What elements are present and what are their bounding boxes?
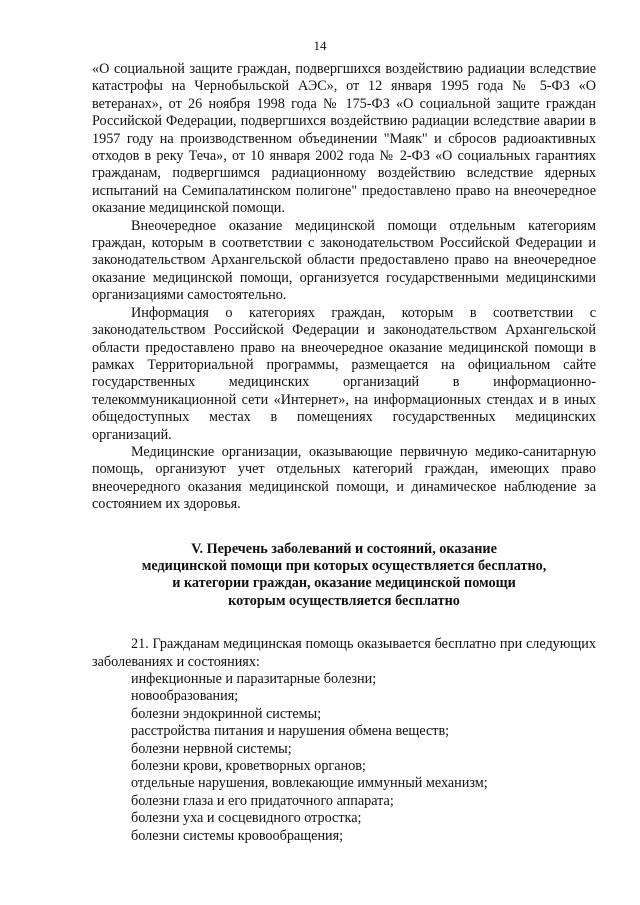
list-item: инфекционные и паразитарные болезни;	[131, 671, 377, 687]
section-heading-line: V. Перечень заболеваний и состояний, оказание	[191, 540, 497, 557]
section-heading-line: медицинской помощи при которых осуществляется бесплатно,	[141, 557, 547, 574]
paragraph-registration: Медицинские организации, оказывающие первичную медико-санитарную помощь, организуют учет отдельных категорий граждан, имеющих право внеочередного оказания медицинской помощи, и динамическое наблюдение за состоянием их здоровья.	[92, 443, 596, 513]
list-item: болезни крови, кроветворных органов;	[131, 758, 366, 775]
list-item: новообразования;	[131, 688, 239, 705]
list-item: болезни глаза и его придаточного аппарата;	[131, 792, 394, 809]
page-number: 14	[313, 38, 327, 53]
paragraph-21: 21. Гражданам медицинская помощь оказывается бесплатно при следующих заболеваниях и состояниях:	[92, 636, 596, 670]
section-heading	[92, 541, 596, 611]
list-item: болезни уха и сосцевидного отростка;	[131, 810, 362, 827]
list-item: болезни нервной системы;	[131, 740, 292, 757]
paragraph-veterans-law: «О социальной защите граждан, подвергшихся воздействию радиации вследствие катастрофы на Чернобыльской АЭС», от 12 января 1995 года № 5-ФЗ «О ветеранах», от 26 ноября 1998 года № 175-ФЗ «О социальной защите граждан Российской Федерации, подвергшихся воздействию радиации вследствие аварии в 1957 году на производственном объединении "Маяк" и сбросов радиоактивных отходов в реку Теча», от 10 января 2002 года № 2-ФЗ «О социальных гарантиях гражданам, подвергшимся радиационному воздействию вследствие ядерных испытаний на Семипалатинском полигоне" предоставлено право на внеочередное оказание медицинской помощи.	[92, 61, 596, 217]
section-heading-line: и категории граждан, оказание медицинской помощи	[172, 575, 516, 592]
document-body	[92, 61, 596, 845]
paragraph-priority-care: Внеочередное оказание медицинской помощи отдельным категориям граждан, которым в соответствии с законодательством Российской Федерации и законодательством Архангельской области предоставлено право на внеочередное оказание медицинской помощи, организуется государственными медицинскими организациями самостоятельно.	[92, 217, 596, 304]
list-item: отдельные нарушения, вовлекающие иммунный механизм;	[131, 775, 488, 792]
list-item: болезни эндокринной системы;	[131, 705, 322, 722]
paragraph-information-placement: Информация о категориях граждан, которым в соответствии с законодательством Российской Федерации и законодательством Архангельской области предоставлено право на внеочередное оказание медицинской помощи в рамках Территориальной программы, размещается на официальном сайте государственных медицинских организаций в информационно-телекоммуникационной сети «Интернет», на информационных стендах и в иных общедоступных местах в помещениях государственных медицинских организаций.	[92, 304, 596, 443]
conditions-list	[92, 671, 596, 845]
list-item: болезни системы кровообращения;	[131, 827, 344, 844]
list-item: расстройства питания и нарушения обмена веществ;	[131, 723, 450, 740]
section-heading-line: которым осуществляется бесплатно	[228, 592, 460, 609]
